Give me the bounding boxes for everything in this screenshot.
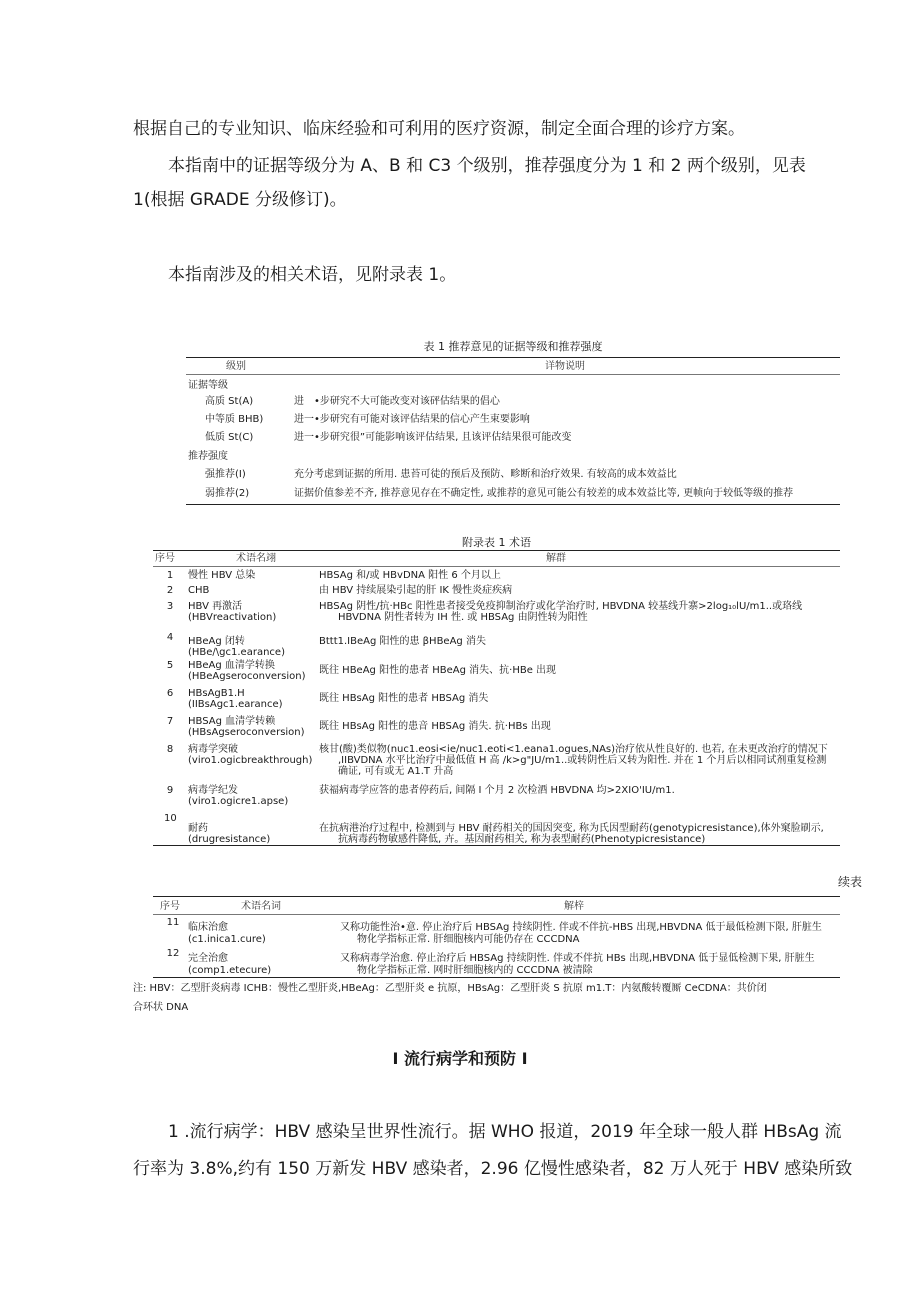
paragraph-1: 根据自己的专业知识、临床经验和可利用的医疗资源，制定全面合理的诊疗方案。 (133, 119, 745, 139)
table-2-bottom-rule (153, 845, 840, 846)
table-note-line-2: 合环状 DNA (133, 1002, 189, 1013)
table-2-no-cell: 5 (166, 660, 174, 671)
table-2-term-line: HBeAg 闭转 (188, 636, 245, 647)
table-2-explain-line: 核甘(酸)类似物(nuc1.eosi<ie∕nuc1.eoti<1.eana1.ogues,NAs)治疗依从性良好的. 也若, 在未更改治疗的情况下 (319, 744, 828, 755)
table-2-explain-line: 既往 HBeAg 阳性的患者 HBeAg 消失、抗·HBe 出现 (319, 665, 557, 676)
paragraph-3: 本指南涉及的相关术语，见附录表 1。 (168, 265, 457, 285)
table-2-term-line: (HBeAgseroconversion) (188, 671, 306, 682)
table-2-no-cell: 8 (166, 744, 174, 755)
table-1-detail-cell: 充分考虑到证据的所用. 患苔可徒的预后及预防、畛断和治疗效果. 有较高的成本效益比 (294, 469, 677, 480)
table-2-term-line: 病毒学突破 (188, 744, 238, 755)
table-2-no-cell: 1 (166, 570, 174, 581)
table-2-term-line: (viro1.ogicre1.apse) (188, 796, 289, 807)
table-3-header-rule (153, 914, 840, 915)
table-1-level-cell: 中等质 BHB) (205, 414, 264, 425)
table-3-header-explain: 解梓 (564, 901, 584, 912)
table-1-header-rule (186, 374, 840, 375)
table-2-no-cell: 6 (166, 688, 174, 699)
table-2-term-line: (HBVreactivation) (188, 612, 277, 623)
table-2-term-line: (HBsAgseroconversion) (188, 727, 305, 738)
table-1-detail-cell: 进 •步研究不大可能改变对该砰估结果的倡心 (294, 396, 500, 407)
table-1-detail-cell: 进一•步研究很”可能影响该评估结果, 且该评估结果很可能改变 (294, 432, 572, 443)
table-1-header-detail: 详物说明 (545, 361, 585, 372)
table-1-level-cell: 低质 St(C) (205, 432, 254, 443)
table-1-detail-cell: 证据价值参差不齐, 推荐意见存在不确定性, 或推荐的意见可能公有较差的成本效益比等, 更帧向于较低等级的推荐 (294, 488, 794, 499)
paragraph-4-line-1: 1 .流行病学：HBV 感染呈世界性流行。据 WHO 报道，2019 年全球一般人群 HBsAg 流 (168, 1122, 842, 1142)
table-2-explain-line: 由 HBV 持续展染引起的肝 IK 慢性炎症疾病 (319, 585, 513, 596)
table-3-term-line: (c1.inica1.cure) (188, 934, 266, 945)
table-2-explain-line: HBSAg 和/或 HBvDNA 阳性 6 个月以上 (319, 570, 501, 581)
table-2-no-cell: 4 (166, 632, 174, 643)
table-1-header-level: 级别 (226, 361, 246, 372)
table-1-top-rule (186, 357, 840, 358)
table-1-caption: 表 1 推荐意见的证据等级和推荐强度 (423, 340, 603, 353)
table-2-caption: 附录表 1 术语 (462, 536, 531, 549)
table-3-explain-line: 物化学指标正常. 肝细胞核内可能仍存在 CCCDNA (357, 934, 580, 945)
table-2-explain-line: 确证, 可有或无 A1.T 升高 (338, 766, 454, 777)
table-3-term-line: 临床治愈 (188, 922, 228, 933)
table-2-explain-line: 在抗病港治疗过程中, 检测到与 HBV 耐药相关的国因突变, 称为氏因型耐药(genotypicresistance),体外窠脸刷示, (319, 823, 824, 834)
table-2-no-cell: 3 (166, 601, 174, 612)
table-2-header-explain: 解群 (546, 553, 566, 564)
table-2-term-line: (viro1.ogicbreakthrough) (188, 755, 313, 766)
table-1-detail-cell: 进一•步研究有可能对该评估结果的信心产生束要影响 (294, 414, 530, 425)
table-3-bottom-rule (153, 977, 840, 978)
table-2-no-cell: 10 (164, 813, 177, 824)
table-2-term-line: CHB (188, 585, 210, 596)
table-2-no-cell: 7 (166, 716, 174, 727)
table-3-no-cell: 12 (166, 948, 180, 959)
section-heading: I 流行病学和预防 I (392, 1049, 528, 1068)
table-2-term-line: 病毒学纪发 (188, 785, 238, 796)
table-3-explain-line: 物化学指标正常. 网时肝细胞核内的 CCCDNA 被清除 (357, 965, 593, 976)
table-2-term-line: 耐药 (188, 823, 208, 834)
table-3-top-rule (153, 896, 840, 897)
table-2-term-line: HBSAg 血清学转赖 (188, 716, 276, 727)
paragraph-2-line-2: 1(根据 GRADE 分级修订)。 (133, 190, 347, 210)
table-2-explain-line: Bttt1.IBeAg 阳性的患 βHBeAg 消失 (319, 636, 486, 647)
table-2-term-line: (IIBsAgc1.earance) (188, 699, 283, 710)
table-2-explain-line: ,IIBVDNA 水平比治疗中最低值 H 高 /k>g"JU∕m1..或转阴性后又转为阳性. 并在 1 个月后以相同试剂重复检测 (338, 755, 827, 766)
table-3-header-term: 术语名词 (241, 901, 281, 912)
table-2-header-rule (153, 566, 840, 567)
paragraph-2-line-1: 本指南中的证据等级分为 A、B 和 C3 个级别，推荐强度分为 1 和 2 两个级别，见表 (168, 156, 806, 176)
table-2-top-rule (153, 550, 840, 551)
table-3-term-line: (comp1.etecure) (188, 965, 272, 976)
table-2-no-cell: 2 (166, 585, 174, 596)
table-1-level-cell: 弱推荐(2) (205, 488, 250, 499)
table-2-term-line: HBsAgB1.H (188, 688, 245, 699)
paragraph-4-line-2: 行率为 3.8%,约有 150 万新发 HBV 感染者，2.96 亿慢性感染者，82 万人死于 HBV 感染所致 (133, 1159, 853, 1179)
table-2-term-line: HBV 再激活 (188, 601, 243, 612)
table-2-term-line: 慢性 HBV 总染 (188, 570, 256, 581)
table-2-term-line: (HBe∕\gc1.earance) (188, 647, 285, 658)
table-2-explain-line: 获福病毒学应答的患者停药后, 间隔 I 个月 2 次检酒 HBVDNA 均>2XIO'IU/m1. (319, 785, 675, 796)
table-3-term-line: 完全治愈 (188, 953, 228, 964)
table-1-bottom-rule (186, 504, 840, 505)
table-2-no-cell: 9 (166, 785, 174, 796)
table-2-header-term: 术语名翊 (236, 553, 276, 564)
table-3-explain-line: 又称功能性治•意. 停止治疗后 HBSAg 持续阴性. 伴或不伴抗-HBS 出现,HBVDNA 低于最低检测下限, 肝脏生 (340, 922, 822, 933)
table-3-explain-line: 又称病毒学治愈. 停止治疗后 HBSAg 持续阴性. 伴或不伴抗 HBs 出现,HBVDNA 低于显低检测下果, 肝脏生 (340, 953, 815, 964)
table-1-level-cell: 强推荐(I) (205, 469, 246, 480)
table-note-line-1: 注: HBV：乙型肝炎病毒 ICHB：慢性乙型肝炎,HBeAg：乙型肝炎 e 抗原，HBsAg：乙型肝炎 S 抗原 m1.T：内氨酸转覆厮 CeCDNA：共价闭 (133, 983, 767, 994)
table-2-explain-line: HBVDNA 阴性者转为 IH 性. 或 HBSAg 由阴性转为阳性 (338, 612, 588, 623)
table-2-term-line: HBeAg 血清学转换 (188, 660, 275, 671)
table-2-header-no: 序号 (155, 553, 175, 564)
table-3-header-no: 序号 (160, 901, 180, 912)
table-2-explain-line: 抗病毒药物敏感件降低, 卉。基因耐药相关, 称为表型耐药(Phenotypicresistance) (338, 834, 706, 845)
table-3-no-cell: 11 (166, 917, 180, 928)
table-2-explain-line: 既往 HBsAg 阳性的患者 HBSAg 消失 (319, 693, 489, 704)
table-2-explain-line: 既往 HBsAg 阳性的患音 HBSAg 消失. 抗·HBs 出现 (319, 721, 551, 732)
table-1-level-cell: 高质 St(A) (205, 396, 254, 407)
table-2-term-line: (drugresistance) (188, 834, 271, 845)
table-2-explain-line: HBSAg 阴性/抗·HBc 阳性患者接受免疫抑制治疗或化学治疗时, HBVDNA 较基线升寨>2log₁₀lU/m1..或珞线 (319, 601, 803, 612)
table-1-level-cell: 推荐强度 (188, 451, 228, 462)
continued-label: 续表 (838, 875, 863, 889)
table-1-level-cell: 证据等级 (188, 380, 228, 391)
